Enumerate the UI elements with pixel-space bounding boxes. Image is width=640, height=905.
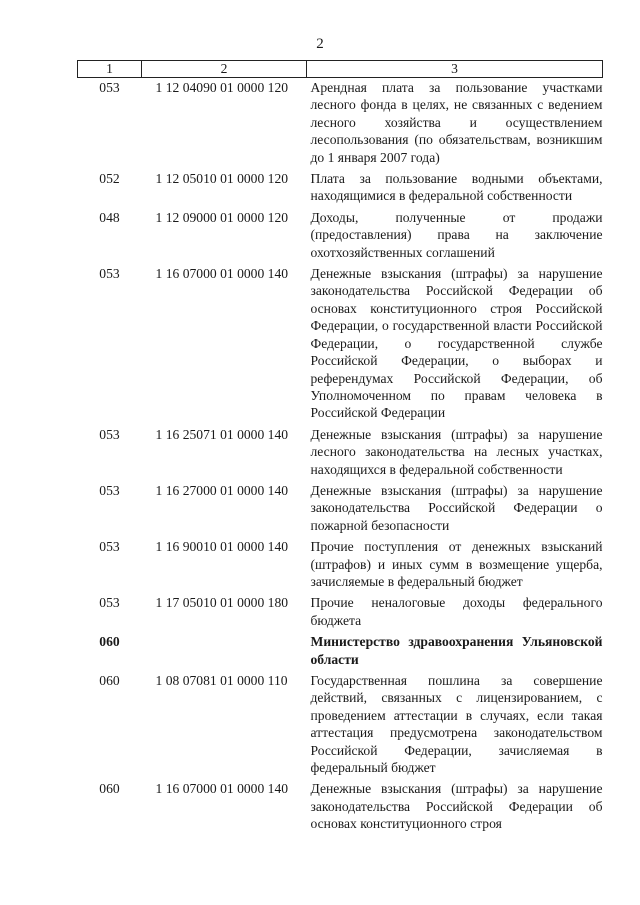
revenue-codes-table <box>77 60 603 837</box>
kbk-code-cell: 1 16 07000 01 0000 140 <box>155 781 289 797</box>
admin-code-cell: 053 <box>99 80 120 95</box>
kbk-code-cell <box>142 633 307 672</box>
kbk-code-cell: 1 17 05010 01 0000 180 <box>155 595 289 611</box>
revenue-name-cell: Денежные взыскания (штрафы) за нарушение законодательства Российской Федерации об основах конституционного строя Российской Федерации, о государственной власти Российской Федерации, о государственной службе Российской Федерации, о выборах и референдумах Российской Федерации, об Уполномоченном по правам человека в Российской Федерации <box>310 266 603 421</box>
revenue-name-cell: Арендная плата за пользование участками лесного фонда в целях, не связанных с ведением лесного хозяйства и осуществлением лесопользования (по обязательствам, возникшим до 1 января 2007 года) <box>310 80 603 165</box>
table-body <box>78 78 603 837</box>
revenue-name-cell: Денежные взыскания (штрафы) за нарушение законодательства Российской Федерации об основах конституционного строя <box>310 781 603 832</box>
admin-code-cell: 053 <box>99 426 120 442</box>
table-row <box>78 780 603 836</box>
column-header-1: 1 <box>78 61 142 78</box>
table-header <box>78 61 603 78</box>
revenue-name-cell: Денежные взыскания (штрафы) за нарушение законодательства Российской Федерации о пожарной безопасности <box>310 482 603 533</box>
admin-code-cell: 060 <box>99 634 120 650</box>
kbk-code-cell: 1 16 90010 01 0000 140 <box>155 539 289 555</box>
admin-code-cell: 048 <box>99 209 120 225</box>
table-row <box>78 265 603 426</box>
admin-code-cell: 053 <box>99 266 120 282</box>
revenue-name-cell: Плата за пользование водными объектами, находящимися в федеральной собственности <box>310 171 603 204</box>
admin-code-cell: 060 <box>99 781 120 797</box>
revenue-name-cell: Прочие поступления от денежных взысканий (штрафов) и иных сумм в возмещение ущерба, зачисляемые в федеральный бюджет <box>310 539 603 589</box>
kbk-code-cell: 1 12 09000 01 0000 120 <box>155 209 289 225</box>
revenue-name-cell: Прочие неналоговые доходы федерального бюджета <box>310 595 603 628</box>
kbk-code-cell: 1 16 25071 01 0000 140 <box>155 426 289 442</box>
kbk-code-cell: 1 08 07081 01 0000 110 <box>155 673 288 688</box>
admin-code-cell: 053 <box>99 595 120 611</box>
table-row <box>78 538 603 594</box>
admin-code-cell: 053 <box>99 539 120 555</box>
admin-code-cell: 052 <box>99 171 120 187</box>
kbk-code-cell: 1 16 07000 01 0000 140 <box>155 266 289 282</box>
table-row <box>78 78 603 171</box>
revenue-name-cell: Государственная пошлина за совершение действий, связанных с лицензированием, с проведением аттестации в случаях, если такая аттестация предусмотрена законодательством Российской Федерации, зачисляемая в федеральный бюджет <box>310 673 603 776</box>
table-row <box>78 170 603 209</box>
admin-code-cell: 060 <box>99 673 120 688</box>
revenue-name-cell: Денежные взыскания (штрафы) за нарушение лесного законодательства на лесных участках, находящихся в федеральной собственности <box>310 426 603 477</box>
table-row <box>78 633 603 672</box>
revenue-name-cell: Министерство здравоохранения Ульяновской области <box>310 634 603 667</box>
column-header-3: 3 <box>307 61 603 78</box>
kbk-code-cell: 1 16 27000 01 0000 140 <box>155 482 289 498</box>
table-row <box>78 482 603 538</box>
table-row <box>78 672 603 780</box>
table-row <box>78 209 603 265</box>
page-number: 2 <box>316 36 324 52</box>
table-row <box>78 426 603 482</box>
kbk-code-cell: 1 12 04090 01 0000 120 <box>155 80 289 95</box>
revenue-name-cell: Доходы, полученные от продажи (предоставления) права на заключение охотхозяйственных соглашений <box>310 209 603 260</box>
kbk-code-cell: 1 12 05010 01 0000 120 <box>155 171 289 187</box>
admin-code-cell: 053 <box>99 482 120 498</box>
table-row <box>78 594 603 633</box>
column-header-2: 2 <box>142 61 307 78</box>
